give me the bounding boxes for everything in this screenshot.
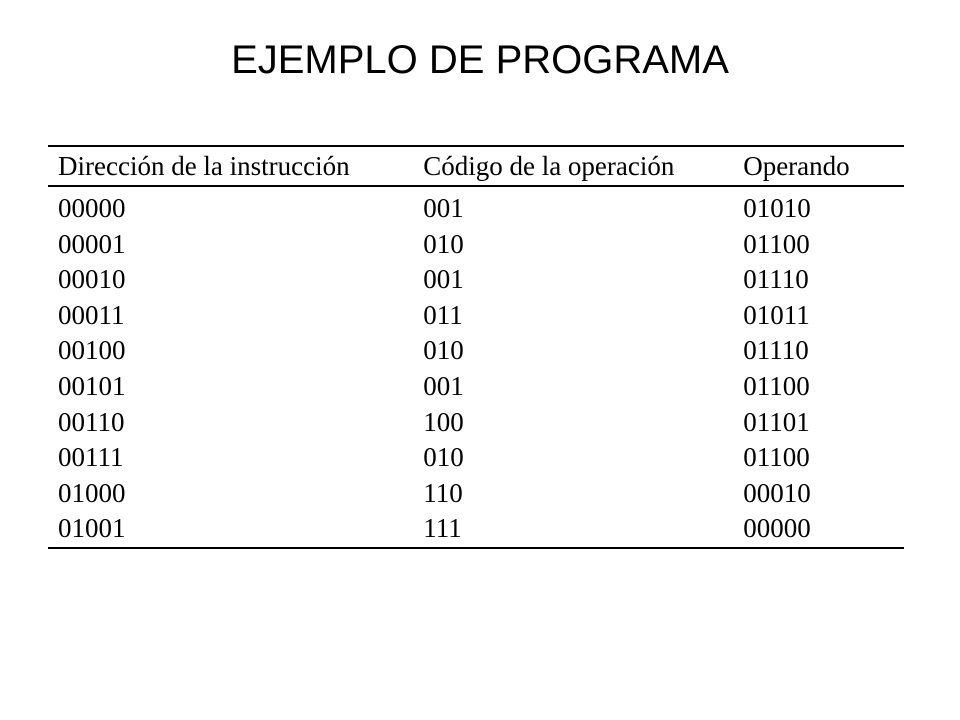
table-row bbox=[48, 333, 904, 369]
header-row bbox=[48, 146, 904, 186]
table-header bbox=[48, 146, 904, 186]
table-row bbox=[48, 476, 904, 512]
address-cell: 00010 bbox=[58, 264, 126, 295]
operand-cell: 01100 bbox=[743, 228, 810, 259]
opcode-cell: 011 bbox=[423, 299, 463, 330]
table-row bbox=[48, 227, 904, 263]
program-table-container bbox=[48, 145, 904, 549]
address-cell: 00100 bbox=[58, 335, 126, 366]
opcode-cell: 110 bbox=[423, 477, 463, 508]
operand-cell: 01110 bbox=[743, 264, 809, 295]
header-opcode: Código de la operación bbox=[413, 146, 733, 186]
opcode-cell: 010 bbox=[423, 335, 464, 366]
address-cell: 00111 bbox=[58, 442, 124, 473]
address-cell: 00011 bbox=[58, 299, 125, 330]
opcode-cell: 001 bbox=[423, 264, 464, 295]
address-cell: 00110 bbox=[58, 406, 125, 437]
header-operand: Operando bbox=[733, 146, 904, 186]
table-row bbox=[48, 262, 904, 298]
table-row bbox=[48, 405, 904, 441]
table-row bbox=[48, 369, 904, 405]
address-cell: 01000 bbox=[58, 477, 126, 508]
opcode-cell: 111 bbox=[423, 513, 462, 544]
opcode-cell: 001 bbox=[423, 370, 464, 401]
table-row bbox=[48, 298, 904, 334]
program-table bbox=[48, 145, 904, 549]
opcode-cell: 100 bbox=[423, 406, 464, 437]
table-row bbox=[48, 186, 904, 227]
opcode-cell: 001 bbox=[423, 193, 464, 223]
header-address: Dirección de la instrucción bbox=[48, 146, 413, 186]
operand-cell: 01110 bbox=[743, 335, 809, 366]
operand-cell: 01011 bbox=[743, 299, 810, 330]
table-row bbox=[48, 440, 904, 476]
opcode-cell: 010 bbox=[423, 442, 464, 473]
opcode-cell: 010 bbox=[423, 228, 464, 259]
address-cell: 00001 bbox=[58, 228, 126, 259]
operand-cell: 01101 bbox=[743, 406, 810, 437]
table-body bbox=[48, 186, 904, 548]
operand-cell: 01100 bbox=[743, 442, 810, 473]
operand-cell: 01100 bbox=[743, 370, 810, 401]
operand-cell: 00000 bbox=[743, 513, 811, 544]
address-cell: 01001 bbox=[58, 513, 126, 544]
slide-title: EJEMPLO DE PROGRAMA bbox=[231, 38, 729, 82]
address-cell: 00000 bbox=[58, 193, 126, 223]
operand-cell: 00010 bbox=[743, 477, 811, 508]
address-cell: 00101 bbox=[58, 370, 126, 401]
operand-cell: 01010 bbox=[743, 193, 811, 223]
table-row bbox=[48, 511, 904, 548]
